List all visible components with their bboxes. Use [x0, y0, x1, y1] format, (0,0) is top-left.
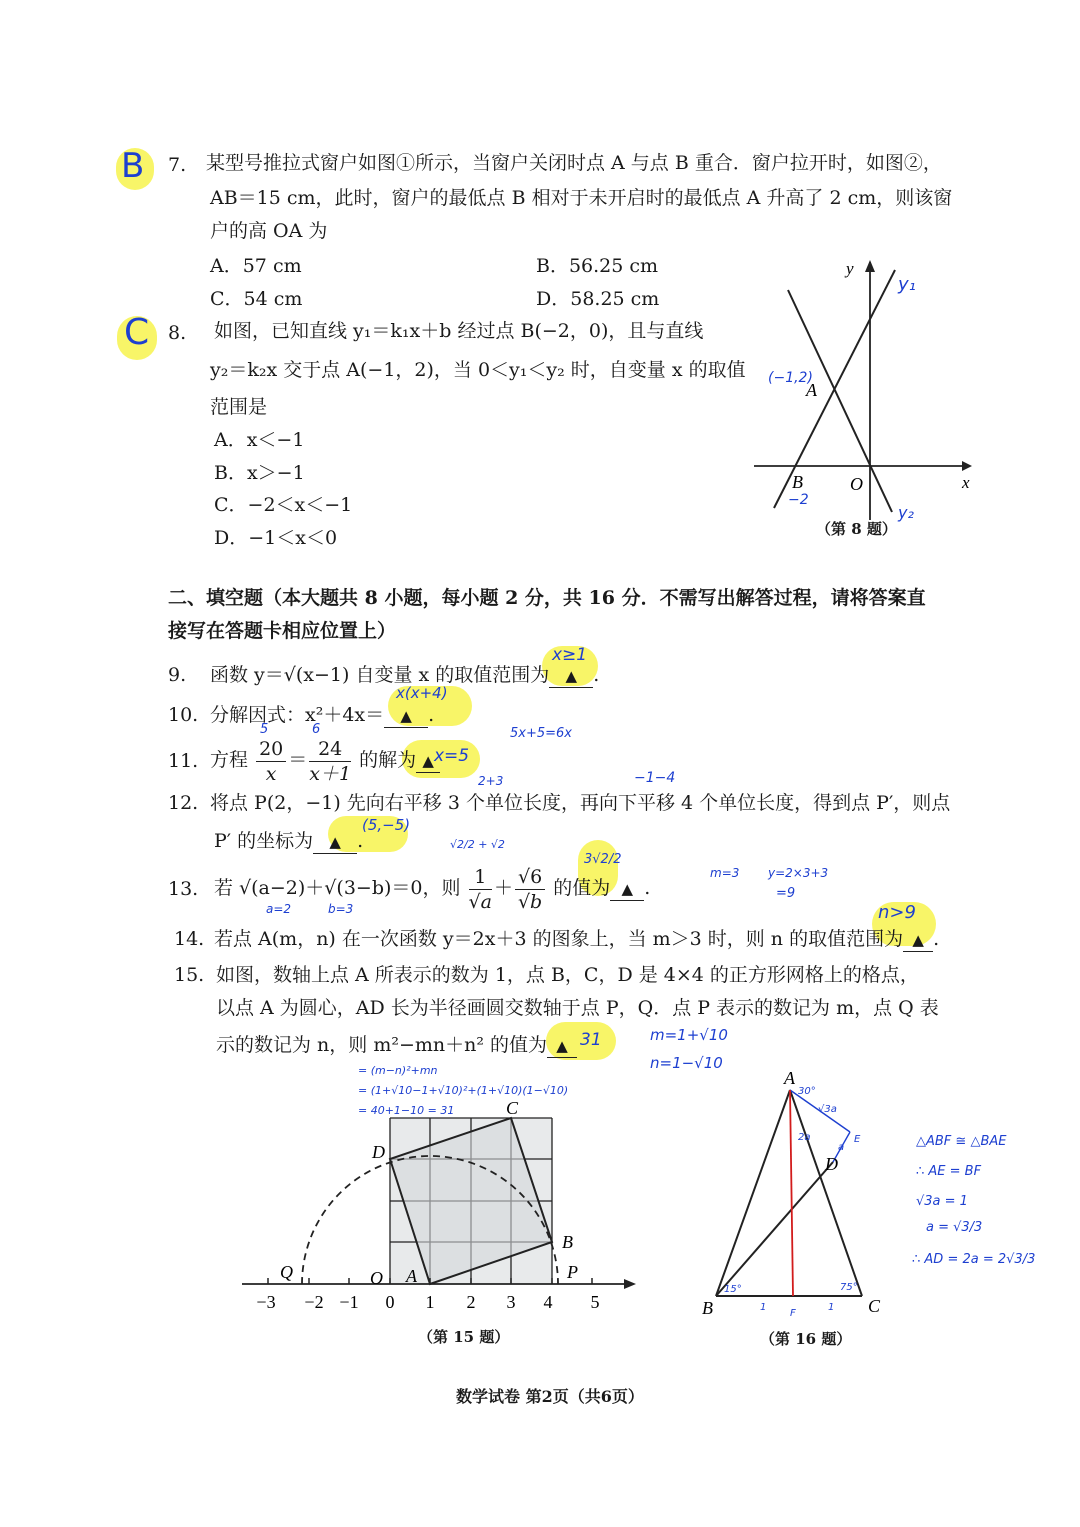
q15-hw-m: m=1+√10 [650, 1026, 728, 1044]
q15-hw-step3: = 40+1−10 = 31 [358, 1104, 455, 1117]
q7-option-d: D．58.25 cm [536, 288, 660, 310]
q11-hw-note-5: 5 [260, 722, 269, 737]
q9-question: 函数 y＝√(x−1) 自变量 x 的取值范围为 [210, 664, 550, 686]
q13-fraction-right [515, 865, 545, 914]
q16-label-c: C [868, 1296, 881, 1316]
q9-period: . [593, 664, 600, 686]
q13-hw-sum: √2/2 + √2 [450, 838, 505, 851]
q11-fraction-right [309, 737, 351, 786]
q11-equals: ＝ [288, 749, 308, 771]
q15-label-b: B [562, 1232, 573, 1252]
q11-hw-note-equation: 5x+5=6x [510, 726, 572, 741]
q15-handwritten-answer: 31 [580, 1030, 602, 1050]
q12-answer-blank: ▲ [313, 831, 357, 854]
section2-header-line1: 二、填空题（本大题共 8 小题，每小题 2 分，共 16 分．不需写出解答过程，请将答案直 [168, 587, 926, 609]
q12-number: 12. [168, 792, 199, 814]
q15-label-q: Q [280, 1262, 293, 1282]
q8-figure [740, 250, 990, 550]
q16-side-ac [790, 1090, 862, 1296]
q13-value-label: 的值为 [553, 877, 611, 899]
q15-label-c: C [506, 1098, 519, 1118]
q11-frac2-den: x＋1 [309, 762, 352, 785]
q15-label-d: D [372, 1142, 385, 1162]
q16-hw-2a: 2a [798, 1132, 811, 1143]
q13-hw-b: b=3 [328, 902, 354, 916]
q13-handwritten-answer: 3√2/2 [584, 852, 622, 867]
q14-number: 14. [174, 928, 205, 950]
q16-hw-f: F [790, 1308, 796, 1319]
q10-answer-blank: ▲ [384, 705, 428, 728]
q15-figure [236, 1098, 646, 1320]
q12-hw-note-x: 2+3 [478, 774, 504, 788]
q15-text-line1: 如图，数轴上点 A 所表示的数为 1，点 B，C，D 是 4×4 的正方形网格上的格点， [216, 964, 919, 986]
q15-tick-label-1: 1 [425, 1292, 435, 1312]
page-footer: 数学试卷 第2页（共6页） [456, 1387, 644, 1406]
q12-hw-note-y: −1−4 [634, 770, 676, 786]
q15-hw-step1: = (m−n)²+mn [358, 1064, 438, 1077]
q15-tick-label-0: 0 [385, 1292, 395, 1312]
section2-header-line2: 接写在答题卡相应位置上） [168, 620, 397, 642]
q8-option-c: C．−2＜x＜−1 [214, 494, 353, 516]
q15-hw-step2: = (1+√10−1+√10)²+(1+√10)(1−√10) [358, 1084, 569, 1097]
q14-handwritten-answer: n>9 [878, 902, 916, 923]
q8-label-x: x [962, 473, 970, 492]
q9-handwritten-answer: x≥1 [552, 645, 588, 665]
q8-hw-point-a: (−1,2) [768, 370, 813, 386]
q16-hw-a: a [838, 1142, 845, 1153]
q16-figure [692, 1066, 902, 1326]
q8-label-o: O [850, 474, 863, 494]
q10-question: 分解因式：x²＋4x＝ [210, 704, 385, 726]
q11-frac1-den: x [265, 762, 277, 785]
q10-period: . [428, 704, 435, 726]
q11-label: 方程 [210, 749, 249, 771]
q16-hw-note5: ∴ AD = 2a = 2√3/3 [912, 1252, 1036, 1267]
q16-hw-e: E [854, 1134, 861, 1145]
q13-number: 13. [168, 878, 199, 900]
q15-tick-label-neg2: −2 [304, 1292, 324, 1312]
q16-hw-one-right: 1 [828, 1302, 835, 1313]
q16-label-d: D [825, 1154, 838, 1174]
q15-text-line2: 以点 A 为圆心，AD 长为半径画圆交数轴于点 P，Q．点 P 表示的数记为 m，点 Q 表 [216, 997, 939, 1019]
q13-fraction-left [469, 865, 492, 914]
q16-hw-note4: a = √3/3 [926, 1220, 983, 1235]
q8-option-d: D．−1＜x＜0 [214, 527, 338, 549]
q10-text [210, 698, 434, 732]
q15-question: 示的数记为 n，则 m²−mn＋n² 的值为 [216, 1034, 548, 1056]
q15-tick-label-3: 3 [506, 1292, 516, 1312]
q16-hw-angle-75: 75° [840, 1282, 858, 1293]
q15-tick-label-neg3: −3 [256, 1292, 276, 1312]
q8-text-line1: 如图，已知直线 y₁＝k₁x＋b 经过点 B(−2，0)，且与直线 [214, 320, 704, 342]
q15-hw-n: n=1−√10 [650, 1054, 723, 1072]
q8-label-y: y [846, 259, 854, 278]
q9-answer-blank: ▲ [549, 665, 593, 688]
q16-hw-angle-15: 15° [724, 1284, 742, 1295]
q8-option-b: B．x＞−1 [214, 462, 305, 484]
q8-answer-mark: C [124, 312, 150, 353]
q13-hw-a: a=2 [266, 902, 292, 916]
q15-answer-blank: ▲ [547, 1035, 577, 1058]
q16-figure-caption: （第 16 题） [760, 1330, 852, 1348]
q8-number: 8. [168, 322, 187, 344]
q11-solution-label: 的解为 [359, 749, 417, 771]
q16-altitude-af [790, 1090, 793, 1296]
q8-text-line3: 范围是 [210, 396, 268, 418]
q15-tick-label-5: 5 [590, 1292, 600, 1312]
q14-text [214, 922, 939, 956]
q13-period: . [644, 877, 651, 899]
q15-label-a: A [406, 1266, 417, 1286]
q15-text-line3 [216, 1028, 577, 1062]
q13-condition: 若 √(a−2)＋√(3−b)＝0，则 [214, 877, 461, 899]
q13-hw-m: m=3 [710, 866, 740, 880]
q14-question: 若点 A(m，n) 在一次函数 y＝2x＋3 的图象上，当 m＞3 时，则 n 的取值范围为 [214, 928, 904, 950]
q15-tick-label-4: 4 [543, 1292, 553, 1312]
q12-text-line2 [214, 824, 363, 858]
q15-number: 15. [174, 964, 205, 986]
q13-frac1-den: √a [468, 890, 492, 913]
q7-text-line3: 户的高 OA 为 [210, 220, 328, 242]
q12-handwritten-answer: (5,−5) [362, 816, 411, 834]
q13-answer-blank: ▲ [610, 878, 644, 901]
q13-hw-nine: =9 [776, 886, 796, 901]
q7-number: 7. [168, 154, 187, 176]
q8-label-b: B [792, 472, 803, 492]
q8-figure-caption: （第 8 题） [816, 520, 897, 538]
q14-period: . [933, 928, 940, 950]
q15-label-p: P [567, 1262, 578, 1282]
q15-tick-label-2: 2 [466, 1292, 476, 1312]
q15-label-o: O [370, 1268, 383, 1288]
q16-hw-note2: ∴ AE = BF [916, 1164, 982, 1179]
q7-text-line2: AB＝15 cm，此时，窗户的最低点 B 相对于未开启时的最低点 A 升高了 2 cm，则该窗 [210, 187, 953, 209]
q12-text-line1: 将点 P(2，−1) 先向右平移 3 个单位长度，再向下平移 4 个单位长度，得到点 P′，则点 [210, 792, 951, 814]
q11-answer-blank: ▲ [416, 750, 440, 773]
q12-period: . [357, 830, 364, 852]
q15-figure-caption: （第 15 题） [418, 1328, 510, 1346]
q13-hw-y: y=2×3+3 [768, 866, 829, 880]
q8-hw-minus-two: −2 [788, 492, 809, 508]
q7-answer-mark: B [121, 146, 145, 186]
q16-hw-note3: √3a = 1 [916, 1194, 968, 1209]
q8-option-a: A．x＜−1 [214, 429, 305, 451]
q13-frac1-num: 1 [469, 865, 492, 890]
q7-option-c: C．54 cm [210, 288, 303, 310]
q7-option-b: B．56.25 cm [536, 255, 659, 277]
q11-fraction-left [256, 737, 286, 786]
q16-hw-note1: △ABF ≅ △BAE [916, 1134, 1007, 1149]
q13-plus: ＋ [493, 877, 513, 899]
q11-text [210, 734, 440, 786]
q16-hw-root3a: √3a [818, 1104, 837, 1115]
q16-side-ab [716, 1090, 790, 1296]
q10-handwritten-answer: x(x+4) [396, 684, 448, 702]
q16-label-b: B [702, 1298, 713, 1318]
q8-line-y2 [788, 290, 892, 512]
q11-number: 11. [168, 750, 199, 772]
q13-frac2-den: √b [517, 890, 543, 913]
q16-hw-angle-30: 30° [798, 1086, 816, 1097]
q14-answer-blank: ▲ [903, 929, 933, 952]
q15-tick-label-neg1: −1 [339, 1292, 359, 1312]
q10-number: 10. [168, 704, 199, 726]
q8-hw-y2: y₂ [898, 503, 914, 522]
q12-question: P′ 的坐标为 [214, 830, 314, 852]
q11-frac1-num: 20 [256, 737, 286, 762]
q11-frac2-num: 24 [309, 737, 351, 762]
q11-handwritten-answer: x=5 [434, 746, 470, 766]
q16-hw-one-left: 1 [760, 1302, 767, 1313]
q16-segment-bd [716, 1162, 833, 1296]
q16-label-a: A [784, 1068, 795, 1088]
q9-number: 9. [168, 664, 187, 686]
q11-hw-note-6: 6 [312, 722, 321, 737]
q13-frac2-num: √6 [515, 865, 545, 890]
q7-text-line1: 某型号推拉式窗户如图①所示，当窗户关闭时点 A 与点 B 重合．窗户拉开时，如图②， [206, 152, 942, 174]
q7-option-a: A．57 cm [210, 255, 302, 277]
q8-label-a: A [806, 380, 817, 400]
q8-text-line2: y₂＝k₂x 交于点 A(−1，2)，当 0＜y₁＜y₂ 时，自变量 x 的取值 [210, 359, 746, 381]
q8-hw-y1: y₁ [898, 274, 916, 295]
